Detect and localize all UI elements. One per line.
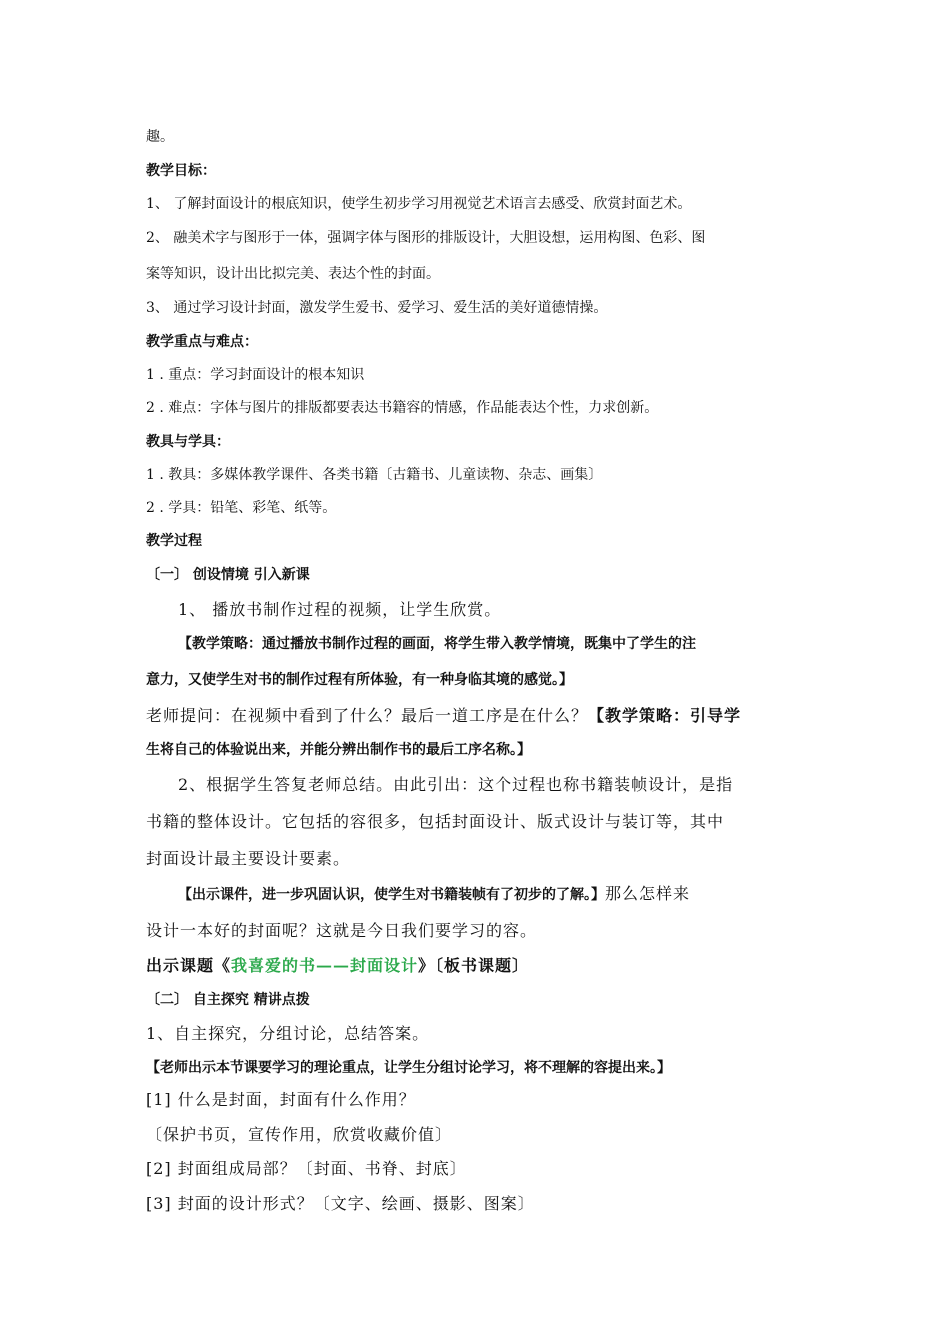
text-step-2: 2、根据学生答复老师总结。由此引出：这个过程也称书籍装帧设计，是指 (178, 775, 734, 794)
heading-process: 教学过程 (146, 533, 202, 549)
text-explore: 1、自主探究，分组讨论，总结答案。 (146, 1024, 430, 1043)
text-question-3: [3] 封面的设计形式？〔文字、绘画、摄影、图案〕 (146, 1194, 535, 1213)
lesson-title: 我喜爱的书——封面设计 (231, 956, 419, 975)
heading-tools: 教具与学具： (146, 434, 230, 450)
text-strategy-2-cont: 生将自己的体验说出来，并能分辨出制作书的最后工序名称。】 (146, 742, 531, 758)
heading-section-2: 〔二〕 自主探究 精讲点拨 (146, 992, 310, 1008)
text-goal-3: 3、 通过学习设计封面，激发学生爱书、爱学习、爱生活的美好道德情操。 (146, 300, 608, 316)
text-teacher-question (146, 703, 741, 726)
text-answer-1: 〔保护书页，宣传作用，欣赏收藏价值〕 (146, 1125, 453, 1144)
text-courseware-cont: 设计一本好的封面呢？这就是今日我们要学习的容。 (146, 921, 538, 940)
text-lesson-title-prefix: 出示课题《 (146, 956, 232, 975)
text-tools-1: 1 . 教具：多媒体教学课件、各类书籍〔古籍书、儿童读物、杂志、画集〕 (146, 467, 603, 483)
text-key-point-1: 1 . 重点：学习封面设计的根本知识 (146, 367, 365, 383)
text-question-2: [2] 封面组成局部？〔封面、书脊、封底〕 (146, 1159, 467, 1178)
text-step-2-cont-1: 书籍的整体设计。它包括的容很多，包括封面设计、版式设计与装订等，其中 (146, 812, 725, 831)
text-courseware-question: 那么怎样来 (605, 884, 691, 903)
text-step-1: 1、 播放书制作过程的视频，让学生欣赏。 (178, 600, 502, 619)
text-key-point-2: 2 . 难点：字体与图片的排版都要表达书籍容的情感，作品能表达个性，力求创新。 (146, 400, 659, 416)
heading-key-points: 教学重点与难点： (146, 334, 258, 350)
text-step-2-cont-2: 封面设计最主要设计要素。 (146, 849, 351, 868)
text-goal-2-cont: 案等知识，设计出比拟完美、表达个性的封面。 (146, 266, 440, 282)
text-question: 老师提问：在视频中看到了什么？最后一道工序是在什么？ (146, 706, 589, 725)
text-strategy-1: 【教学策略：通过播放书制作过程的画面，将学生带入教学情境，既集中了学生的注 (178, 636, 696, 652)
text-strategy-1-cont: 意力，又使学生对书的制作过程有所体验，有一种身临其境的感觉。】 (146, 672, 573, 688)
text-teacher-note: 【老师出示本节课要学习的理论重点，让学生分组讨论学习，将不理解的容提出来。】 (146, 1060, 671, 1076)
heading-teaching-goals: 教学目标： (146, 163, 216, 179)
text-line-1: 趣。 (146, 129, 174, 145)
text-strategy-2: 【教学策略：引导学 (588, 706, 742, 725)
text-courseware (178, 881, 690, 904)
text-lesson-title (146, 953, 529, 976)
text-lesson-title-suffix: 》〔板书课题〕 (418, 956, 530, 975)
text-courseware-strategy: 【出示课件，进一步巩固认识，使学生对书籍装帧有了初步的了解。】 (178, 887, 605, 903)
text-tools-2: 2 . 学具：铅笔、彩笔、纸等。 (146, 500, 337, 516)
text-goal-2: 2、 融美术字与图形于一体，强调字体与图形的排版设计，大胆设想，运用构图、色彩、图 (146, 230, 706, 246)
text-goal-1: 1、 了解封面设计的根底知识，使学生初步学习用视觉艺术语言去感受、欣赏封面艺术。 (146, 196, 692, 212)
heading-section-1: 〔一〕 创设情境 引入新课 (146, 567, 310, 583)
text-question-1: [1] 什么是封面，封面有什么作用？ (146, 1090, 416, 1109)
